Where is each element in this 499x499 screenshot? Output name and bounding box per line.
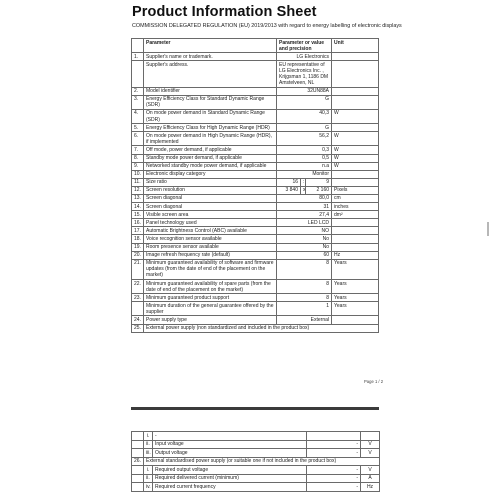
table-row — [132, 162, 379, 170]
table-row — [132, 61, 379, 87]
row-number: 20. — [132, 251, 144, 259]
row-value: 0,5 — [277, 154, 332, 162]
row-unit: Pixels — [332, 186, 379, 194]
row-number: 5. — [132, 124, 144, 132]
table-row — [132, 316, 379, 324]
table-row — [132, 432, 380, 441]
row-value-separator: : — [301, 178, 306, 186]
row-number: 11. — [132, 178, 144, 186]
row-unit — [332, 316, 379, 324]
row-subindex: ii. — [144, 474, 153, 483]
table-row — [132, 251, 379, 259]
row-parameter: On mode power demand in Standard Dynamic Range (SDR) — [144, 109, 277, 123]
row-unit: cm — [332, 194, 379, 202]
header-no — [132, 39, 144, 53]
table-row — [132, 186, 379, 194]
row-parameter: Supplier's address. — [144, 61, 277, 87]
row-value: 80,0 — [277, 194, 332, 202]
row-value: n.a — [277, 162, 332, 170]
row-unit — [332, 227, 379, 235]
page-divider — [131, 407, 379, 410]
table-row — [132, 154, 379, 162]
row-number: 19. — [132, 243, 144, 251]
row-parameter: Minimum guaranteed availability of software and firmware updates (from the date of end of the placement on the market) — [144, 259, 277, 279]
row-value-a: 3 840 — [277, 186, 301, 194]
row-value: 8 — [277, 259, 332, 279]
row-unit — [332, 170, 379, 178]
row-parameter: Size ratio — [144, 178, 277, 186]
row-parameter: Screen diagonal — [144, 203, 277, 211]
row-value: External — [277, 316, 332, 324]
table-row — [132, 302, 379, 316]
row-parameter: Energy Efficiency Class for Standard Dynamic Range (SDR) — [144, 95, 277, 109]
row-parameter: Minimum guaranteed availability of spare parts (from the date of end of the placement on the market) — [144, 280, 277, 294]
row-subindex: ii. — [144, 440, 153, 449]
header-value: Parameter or value and precision — [277, 39, 332, 53]
row-number — [132, 432, 144, 441]
row-parameter: Minimum guaranteed product support — [144, 294, 277, 302]
row-number: 12. — [132, 186, 144, 194]
row-value: LG Electronics — [277, 53, 332, 61]
row-unit: Years — [332, 294, 379, 302]
row-number: 13. — [132, 194, 144, 202]
table-row — [132, 294, 379, 302]
regulation-intro: COMMISSION DELEGATED REGULATION (EU) 2019/2013 with regard to energy labelling of electronic displays — [132, 23, 402, 29]
row-parameter: Voice recognition sensor available — [144, 235, 277, 243]
row-parameter: Required output voltage — [153, 466, 307, 475]
row-parameter: Screen diagonal — [144, 194, 277, 202]
row-number — [132, 474, 144, 483]
row-unit: V — [361, 440, 380, 449]
row-unit — [361, 432, 380, 441]
row-number — [132, 449, 144, 458]
row-subindex: iii. — [144, 449, 153, 458]
row-unit: A — [361, 474, 380, 483]
row-value: 27,4 — [277, 211, 332, 219]
row-unit: W — [332, 162, 379, 170]
row-parameter: Input voltage — [153, 440, 307, 449]
table-row — [132, 235, 379, 243]
row-parameter: Power supply type — [144, 316, 277, 324]
table-row — [132, 124, 379, 132]
row-unit — [332, 178, 379, 186]
row-unit: Years — [332, 259, 379, 279]
row-value: 40,3 — [277, 109, 332, 123]
row-value: LED LCD — [277, 219, 332, 227]
power-supply-table — [131, 431, 380, 492]
row-unit — [332, 95, 379, 109]
row-number: 18. — [132, 235, 144, 243]
row-number: 6. — [132, 132, 144, 146]
product-info-table — [131, 38, 379, 333]
row-number: 14. — [132, 203, 144, 211]
row-value: 31 — [277, 203, 332, 211]
row-parameter: Required delivered current (minimum) — [153, 474, 307, 483]
row-value: No — [277, 235, 332, 243]
row-value: - — [307, 483, 361, 492]
row-number: 24. — [132, 316, 144, 324]
row-unit: W — [332, 132, 379, 146]
row-parameter-full: External standardised power supply (or suitable one if not included in the product box) — [144, 457, 380, 466]
table-row — [132, 483, 380, 492]
row-parameter: Automatic Brightness Control (ABC) available — [144, 227, 277, 235]
row-unit — [332, 235, 379, 243]
row-value: 56,2 — [277, 132, 332, 146]
row-value: - — [307, 440, 361, 449]
row-unit: Hz — [361, 483, 380, 492]
page-number: Page 1 / 2 — [364, 379, 384, 384]
table-header-row — [132, 39, 379, 53]
row-value — [307, 432, 361, 441]
table-row — [132, 457, 380, 466]
row-value: - — [307, 474, 361, 483]
row-unit — [332, 53, 379, 61]
row-value: 1 — [277, 302, 332, 316]
row-parameter: Energy Efficiency Class for High Dynamic Range (HDR) — [144, 124, 277, 132]
row-value: - — [307, 466, 361, 475]
row-unit — [332, 243, 379, 251]
row-unit: W — [332, 154, 379, 162]
table-row — [132, 474, 380, 483]
row-number: 16. — [132, 219, 144, 227]
row-value: 60 — [277, 251, 332, 259]
row-value: Monitor — [277, 170, 332, 178]
row-number: 23. — [132, 294, 144, 302]
table-row — [132, 324, 379, 332]
row-number: 4. — [132, 109, 144, 123]
row-subindex: iv. — [144, 483, 153, 492]
table-row — [132, 280, 379, 294]
header-parameter: Parameter — [144, 39, 277, 53]
row-parameter: Standby mode power demand, if applicable — [144, 154, 277, 162]
row-value: - — [307, 449, 361, 458]
row-parameter: Panel technology used — [144, 219, 277, 227]
row-unit: V — [361, 466, 380, 475]
row-parameter: - — [153, 432, 307, 441]
table-row — [132, 466, 380, 475]
table-row — [132, 178, 379, 186]
table-row — [132, 243, 379, 251]
row-value-a: 16 — [277, 178, 301, 186]
row-unit — [332, 219, 379, 227]
row-number: 7. — [132, 146, 144, 154]
table-row — [132, 259, 379, 279]
table-row — [132, 227, 379, 235]
table-row — [132, 170, 379, 178]
row-number: 15. — [132, 211, 144, 219]
table-row — [132, 109, 379, 123]
row-value: 32UN88A — [277, 87, 332, 95]
row-value: 0,3 — [277, 146, 332, 154]
row-unit: V — [361, 449, 380, 458]
row-number: 21. — [132, 259, 144, 279]
row-parameter: Visible screen area — [144, 211, 277, 219]
row-parameter: Model identifier — [144, 87, 277, 95]
row-number — [132, 466, 144, 475]
row-number — [132, 440, 144, 449]
row-unit: W — [332, 109, 379, 123]
table-row — [132, 132, 379, 146]
row-value: EU representative of LG Electronics Inc. , Krijgsman 1, 1186 DM Amstelveen, NL — [277, 61, 332, 87]
row-unit — [332, 61, 379, 87]
row-value: 8 — [277, 294, 332, 302]
row-number: 17. — [132, 227, 144, 235]
row-unit: Years — [332, 280, 379, 294]
table-row — [132, 95, 379, 109]
row-unit — [332, 87, 379, 95]
row-value-b: 9 — [306, 178, 332, 186]
page-title: Product Information Sheet — [132, 4, 317, 20]
row-parameter: Required current frequency — [153, 483, 307, 492]
row-parameter: Supplier's name or trademark. — [144, 53, 277, 61]
table-row — [132, 87, 379, 95]
row-parameter-full: External power supply (non standardized and included in the product box) — [144, 324, 379, 332]
row-number: 8. — [132, 154, 144, 162]
row-value: No — [277, 243, 332, 251]
row-parameter: Screen resolution — [144, 186, 277, 194]
row-value: NO — [277, 227, 332, 235]
table-row — [132, 194, 379, 202]
table-row — [132, 219, 379, 227]
table-row — [132, 53, 379, 61]
row-unit: W — [332, 146, 379, 154]
row-parameter: Electronic display category — [144, 170, 277, 178]
row-unit: inches — [332, 203, 379, 211]
header-unit: Unit — [332, 39, 379, 53]
row-unit: Years — [332, 302, 379, 316]
row-value: G — [277, 124, 332, 132]
table-row — [132, 449, 380, 458]
row-value: G — [277, 95, 332, 109]
row-number — [132, 302, 144, 316]
table-row — [132, 203, 379, 211]
row-parameter: Image refresh frequency rate (default) — [144, 251, 277, 259]
row-parameter: Room presence sensor available — [144, 243, 277, 251]
row-number: 10. — [132, 170, 144, 178]
table-row — [132, 440, 380, 449]
row-unit — [332, 124, 379, 132]
scan-edge-mark — [487, 222, 489, 236]
row-unit: Hz — [332, 251, 379, 259]
row-number: 26. — [132, 457, 144, 466]
row-number: 2. — [132, 87, 144, 95]
row-number — [132, 61, 144, 87]
row-parameter: Minimum duration of the general guarantee offered by the supplier — [144, 302, 277, 316]
table-row — [132, 211, 379, 219]
row-number — [132, 483, 144, 492]
row-subindex: i. — [144, 432, 153, 441]
row-number: 1. — [132, 53, 144, 61]
row-value-separator: x — [301, 186, 306, 194]
table-row — [132, 146, 379, 154]
row-parameter: On mode power demand in High Dynamic Range (HDR), if implemented — [144, 132, 277, 146]
row-number: 22. — [132, 280, 144, 294]
row-unit: dm² — [332, 211, 379, 219]
row-subindex: i. — [144, 466, 153, 475]
row-number: 3. — [132, 95, 144, 109]
row-parameter: Output voltage — [153, 449, 307, 458]
row-parameter: Networked standby mode power demand, if applicable — [144, 162, 277, 170]
row-number: 25. — [132, 324, 144, 332]
row-value-b: 2 160 — [306, 186, 332, 194]
row-value: 8 — [277, 280, 332, 294]
row-number: 9. — [132, 162, 144, 170]
row-parameter: Off mode, power demand, if applicable — [144, 146, 277, 154]
